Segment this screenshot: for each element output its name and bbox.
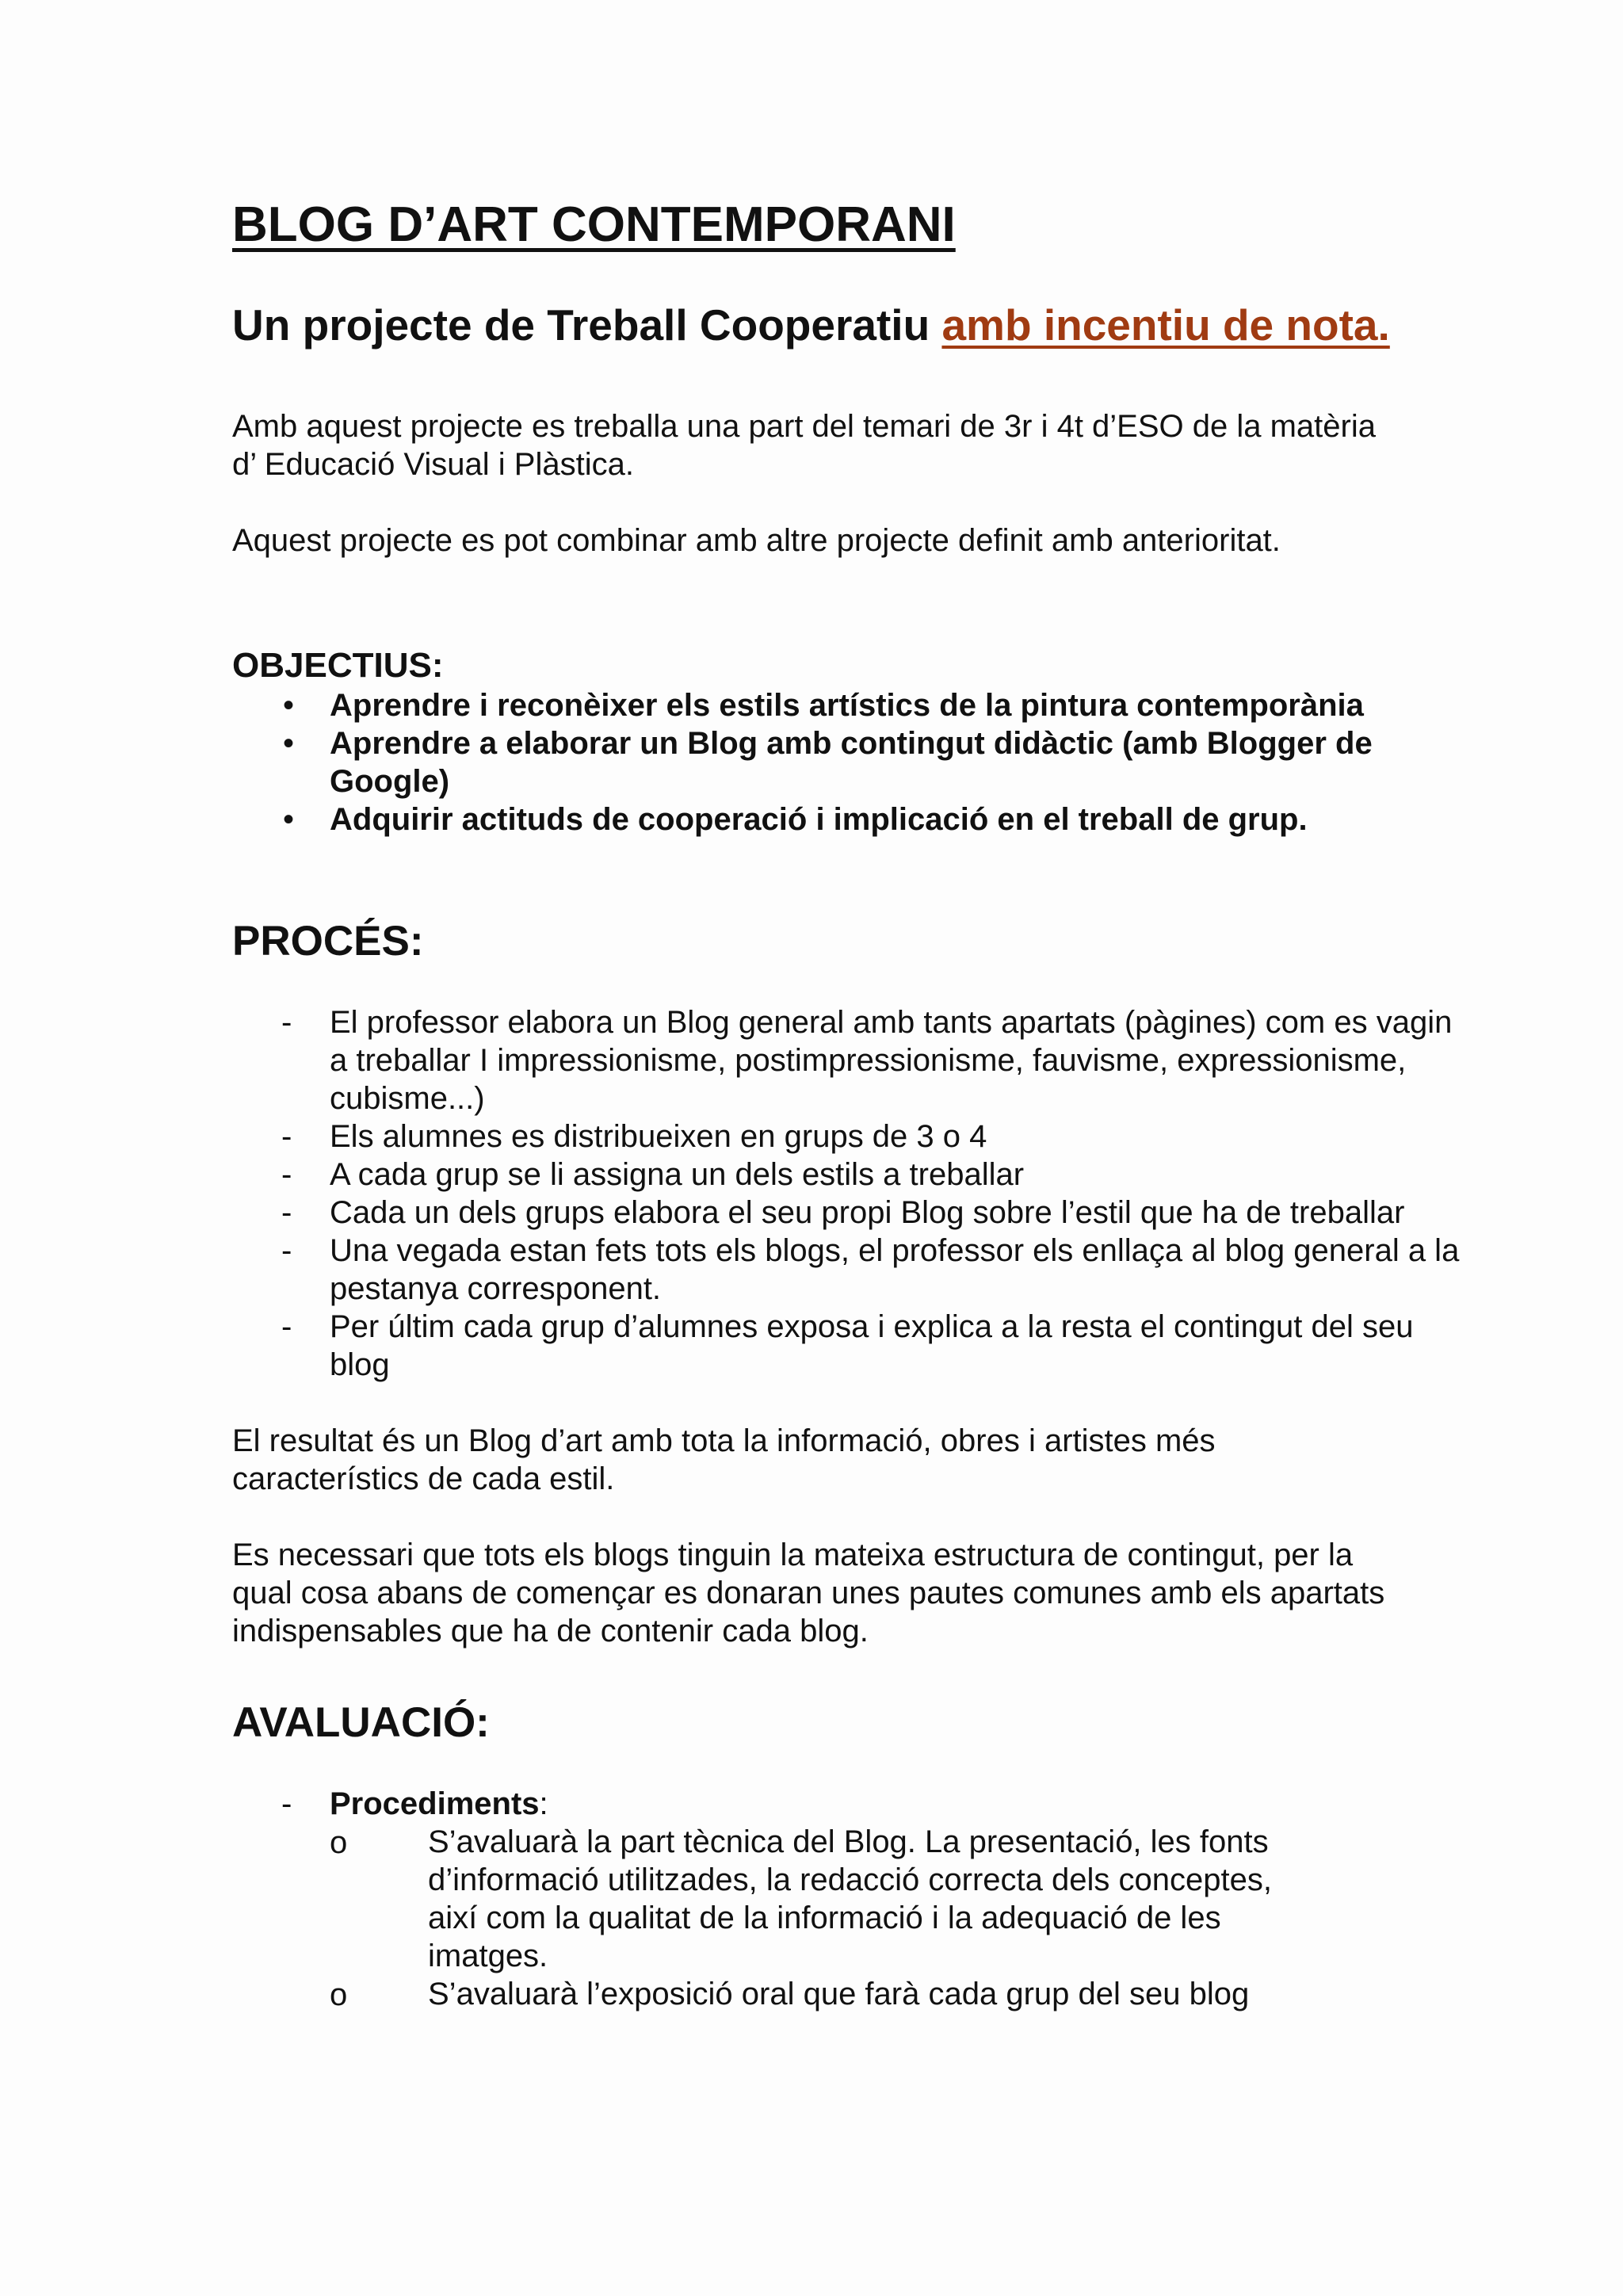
document-title: BLOG D’ART CONTEMPORANI	[232, 197, 956, 252]
dash-marker: -	[281, 1233, 292, 1268]
subtitle-accent: amb incentiu de nota.	[941, 300, 1390, 350]
result-paragraph: El resultat és un Blog d’art amb tota la informació, obres i artistes més característics de cada estil.	[232, 1423, 1216, 1496]
avaluacio-heading: AVALUACIÓ:	[232, 1699, 490, 1746]
proces-item-text: Cada un dels grups elabora el seu propi Blog sobre l’estil que ha de treballar	[330, 1195, 1405, 1230]
document-content	[232, 190, 1460, 2013]
avaluacio-subitem	[330, 1975, 1284, 2013]
dash-marker: -	[281, 1195, 292, 1230]
procediments-label: Procediments	[330, 1786, 540, 1821]
result-paragraph: Es necessari que tots els blogs tinguin la mateixa estructura de contingut, per la qual cosa abans de començar es donaran unes pautes comunes amb els apartats indispensables que ha de contenir cada blog.	[232, 1538, 1385, 1648]
dash-marker: -	[281, 1157, 292, 1192]
objectius-heading: OBJECTIUS:	[232, 646, 444, 685]
proces-heading: PROCÉS:	[232, 918, 424, 965]
objectius-list	[232, 686, 1421, 839]
procediments-suffix: :	[539, 1786, 548, 1821]
proces-item	[232, 1232, 1475, 1308]
avaluacio-sublist	[330, 1823, 1421, 2013]
objectius-item-text: Aprendre a elaborar un Blog amb contingut didàctic (amb Blogger de Google)	[330, 726, 1373, 799]
objectius-item-text: Aprendre i reconèixer els estils artístics de la pintura contemporània	[330, 688, 1364, 723]
avaluacio-sublist-wrap	[330, 1823, 1421, 2013]
bullet-icon: •	[283, 688, 295, 723]
proces-item	[232, 1156, 1475, 1194]
intro-paragraph: Aquest projecte es pot combinar amb altre projecte definit amb anterioritat.	[232, 523, 1281, 558]
avaluacio-item	[232, 1785, 1475, 1823]
dash-marker: -	[281, 1119, 292, 1154]
bullet-icon: •	[283, 802, 295, 837]
proces-item	[232, 1308, 1475, 1384]
avaluacio-subitem-text: S’avaluarà l’exposició oral que farà cada grup del seu blog	[428, 1977, 1250, 2011]
proces-item	[232, 1003, 1475, 1117]
proces-item-text: Una vegada estan fets tots els blogs, el professor els enllaça al blog general a la pestanya corresponent.	[330, 1233, 1460, 1306]
subtitle-main: Un projecte de Treball Cooperatiu	[232, 300, 930, 350]
dash-marker: -	[281, 1005, 292, 1040]
avaluacio-subitem-text: S’avaluarà la part tècnica del Blog. La presentació, les fonts d’informació utilitzades, la redacció correcta dels conceptes, així com la qualitat de la informació i la adequació de les imatges.	[428, 1824, 1272, 1973]
bullet-icon: •	[283, 726, 295, 761]
circle-bullet-icon: o	[330, 1825, 348, 1860]
document-subtitle	[232, 296, 1397, 353]
objectius-item	[232, 724, 1384, 800]
objectius-item	[232, 686, 1384, 724]
objectius-item-text: Adquirir actituds de cooperació i implicació en el treball de grup.	[330, 802, 1308, 837]
proces-item	[232, 1194, 1475, 1232]
avaluacio-list	[232, 1785, 1421, 1823]
proces-item-text: Per últim cada grup d’alumnes exposa i explica a la resta el contingut del seu blog	[330, 1309, 1414, 1382]
intro-paragraph: Amb aquest projecte es treballa una part del temari de 3r i 4t d’ESO de la matèria d’ Educació Visual i Plàstica.	[232, 409, 1376, 482]
proces-item-text: A cada grup se li assigna un dels estils a treballar	[330, 1157, 1025, 1192]
circle-bullet-icon: o	[330, 1977, 348, 2012]
proces-item-text: El professor elabora un Blog general amb tants apartats (pàgines) com es vagin a treballar I impressionisme, postimpressionisme, fauvisme, expressionisme, cubisme...)	[330, 1005, 1453, 1116]
objectius-item	[232, 800, 1384, 839]
proces-list	[232, 1003, 1460, 1384]
dash-marker: -	[281, 1786, 292, 1821]
proces-item	[232, 1117, 1475, 1156]
proces-item-text: Els alumnes es distribueixen en grups de 3 o 4	[330, 1119, 987, 1154]
dash-marker: -	[281, 1309, 292, 1344]
avaluacio-subitem	[330, 1823, 1284, 1975]
